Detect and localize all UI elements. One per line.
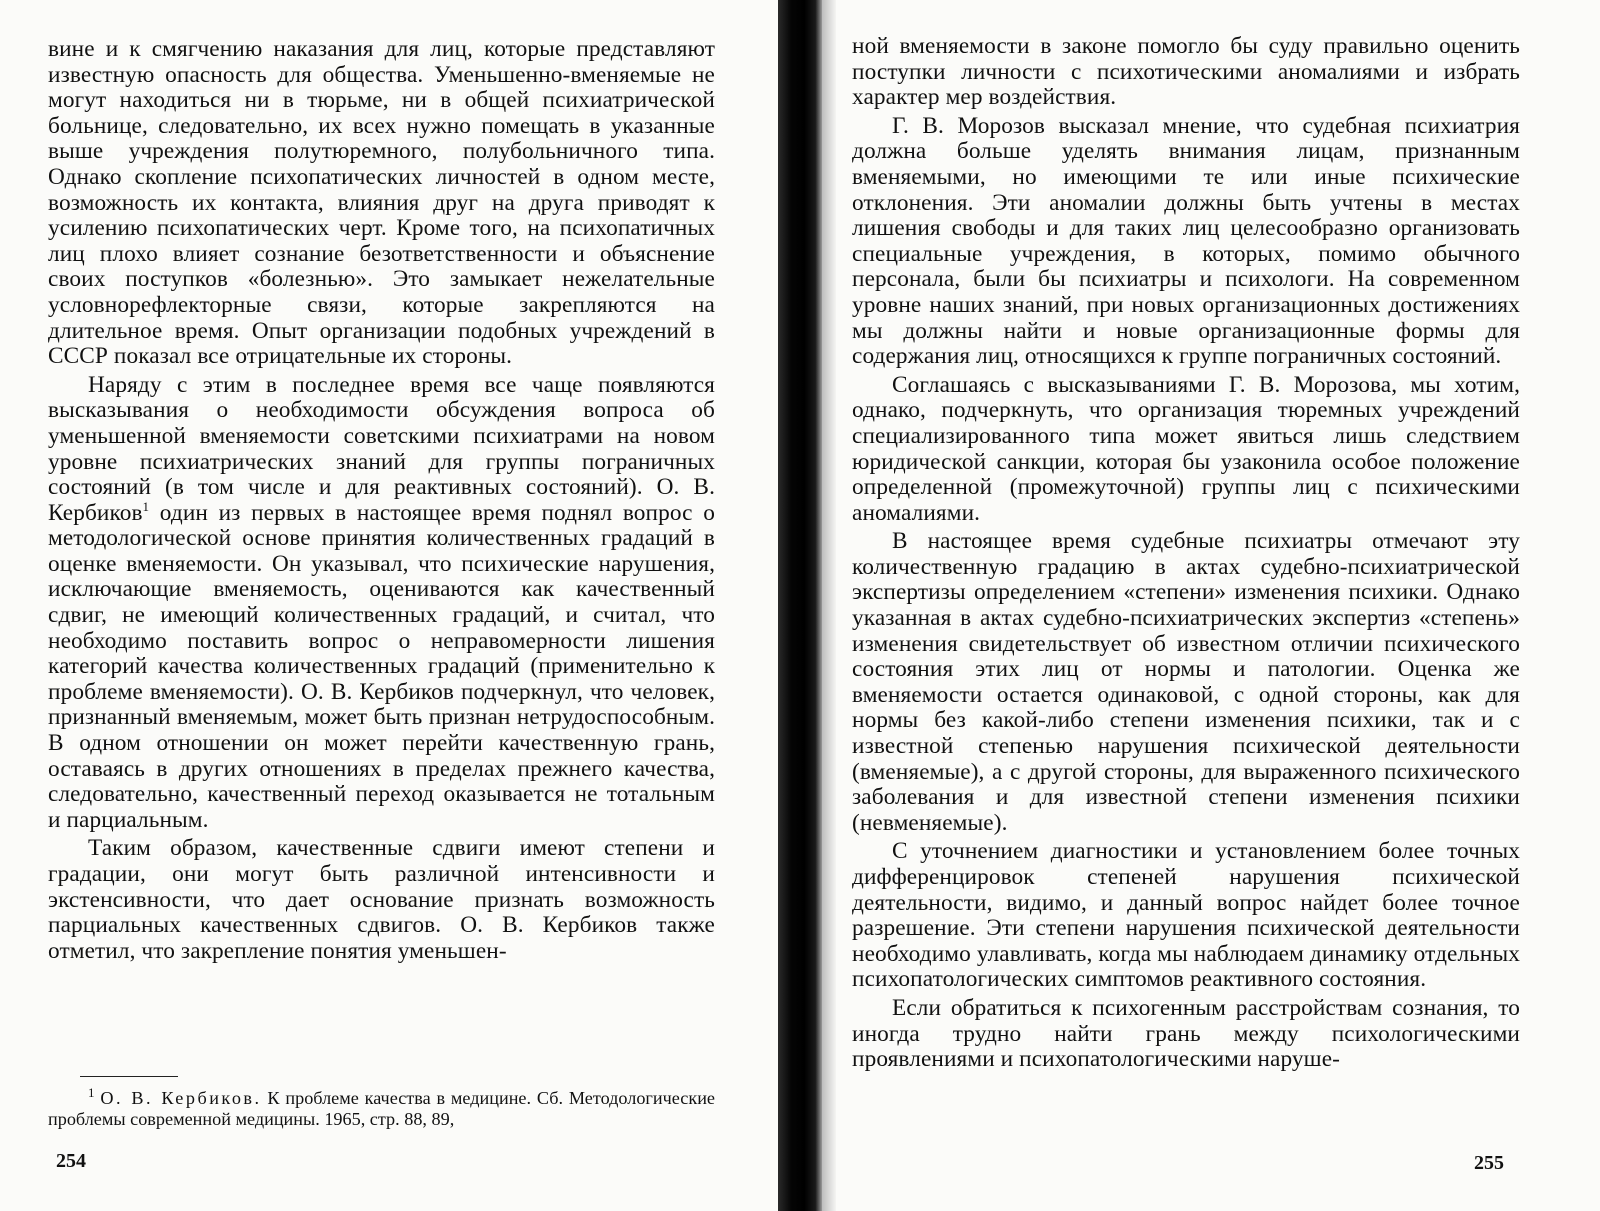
page-number: 254 <box>56 1150 86 1172</box>
left-page <box>0 0 790 1211</box>
footnote-text: К проблеме качества в медицине. Сб. Методологические проблемы современной медицины. 1965, стр. 88, 89, <box>48 1088 715 1129</box>
paragraph: С уточнением диагностики и установлением более точных дифференцировок степеней нарушения психической деятельности, видимо, и данный вопрос найдет более точное разрешение. Эти степени нарушения психической деятельности необходимо улавливать, когда мы наблюдаем динамику отдельных психопатологических симптомов реактивного состояния. <box>852 838 1520 993</box>
footnote-author: О. В. Кербиков. <box>100 1088 262 1108</box>
paragraph: ной вменяемости в законе помогло бы суду правильно оценить поступки личности с психотическими аномалиями и избрать характер мер воздействия. <box>852 33 1520 111</box>
paragraph-text: один из первых в настоящее время поднял вопрос о методологической основе принятия количественных градаций в оценке вменяемости. Он указывал, что психические нарушения, исключающие вменяемость, оцениваются как качественный сдвиг, не имеющий количественных градаций, и считал, что необходимо поставить вопрос о неправомерности лишения категорий качества количественных градаций (применительно к проблеме вменяемости). О. В. Кербиков подчеркнул, что человек, признанный вменяемым, может быть признан нетрудоспособным. В одном отношении он может перейти качественную грань, оставаясь в других отношениях в пределах прежнего качества, следовательно, качественный переход оказывается не тотальным и парциальным. <box>48 499 715 833</box>
paragraph: Таким образом, качественные сдвиги имеют степени и градации, они могут быть различной интенсивности и экстенсивности, что дает основание признать возможность парциальных качественных сдвигов. О. В. Кербиков также отметил, что закрепление понятия уменьшен- <box>48 835 715 964</box>
book-gutter <box>778 0 822 1211</box>
footnote-marker: 1 <box>88 1084 95 1100</box>
paragraph-text: Наряду с этим в последнее время все чаще появляются высказывания о необходимости обсуждения вопроса об уменьшенной вменяемости советскими психиатрами на новом уровне психиатрических знаний для группы пограничных состояний (в том числе и для реактивных состояний). О. В. Кербиков <box>48 371 715 526</box>
paragraph <box>48 373 715 834</box>
footnote-reference: 1 <box>142 498 150 514</box>
footnote <box>48 1084 715 1130</box>
left-page-body <box>48 37 715 967</box>
page-number: 255 <box>1474 1152 1504 1174</box>
paragraph: вине и к смягчению наказания для лиц, которые представляют известную опасность для общества. Уменьшенно-вменяемые не могут находиться ни в тюрьме, ни в общей психиатрической больнице, следовательно, их всех нужно помещать в указанные выше учреждения полутюремного, полубольничного типа. Однако скопление психопатических личностей в одном месте, возможность их контакта, влияния друг на друга приводят к усилению психопатических черт. Кроме того, на психопатичных лиц плохо влияет сознание безответственности и объяснение своих поступков «болезнью». Это замыкает нежелательные условнорефлекторные связи, которые закрепляются на длительное время. Опыт организации подобных учреждений в СССР показал все отрицательные их стороны. <box>48 36 715 370</box>
book-gutter-edge <box>822 0 836 1211</box>
paragraph: Соглашаясь с высказываниями Г. В. Морозова, мы хотим, однако, подчеркнуть, что организация тюремных учреждений специализированного типа может явиться лишь следствием юридической санкции, которая бы узаконила особое положение определенной (промежуточной) группы лиц с психическими аномалиями. <box>852 371 1520 526</box>
paragraph: Если обратиться к психогенным расстройствам сознания, то иногда трудно найти грань между психологическими проявлениями и психопатологическими наруше- <box>852 994 1520 1073</box>
right-page-body <box>852 34 1520 1076</box>
right-page <box>840 0 1600 1211</box>
footnote-divider <box>80 1076 178 1077</box>
paragraph: Г. В. Морозов высказал мнение, что судебная психиатрия должна больше уделять внимания лицам, признанным вменяемыми, но имеющими те или иные психические отклонения. Эти аномалии должны быть учтены в местах лишения свободы и для таких лиц целесообразно организовать специальные учреждения, в которых, помимо обычного персонала, были бы психиатры и психологи. На современном уровне наших знаний, при новых организационных достижениях мы должны найти и новые организационные формы для содержания лиц, относящихся к группе пограничных состояний. <box>852 112 1520 370</box>
paragraph: В настоящее время судебные психиатры отмечают эту количественную градацию в актах судебно-психиатрической экспертизы определением «степени» изменения психики. Однако указанная в актах судебно-психиатрических экспертиз «степень» изменения свидетельствует об известном отличии психического состояния этих лиц от нормы и патологии. Оценка же вменяемости остается одинаковой, с одной стороны, как для нормы без какой-либо степени изменения психики, так и с известной степенью нарушения психической деятельности (вменяемые), а с другой стороны, для выраженного психического заболевания и для известной степени изменения психики (невменяемые). <box>852 528 1520 836</box>
